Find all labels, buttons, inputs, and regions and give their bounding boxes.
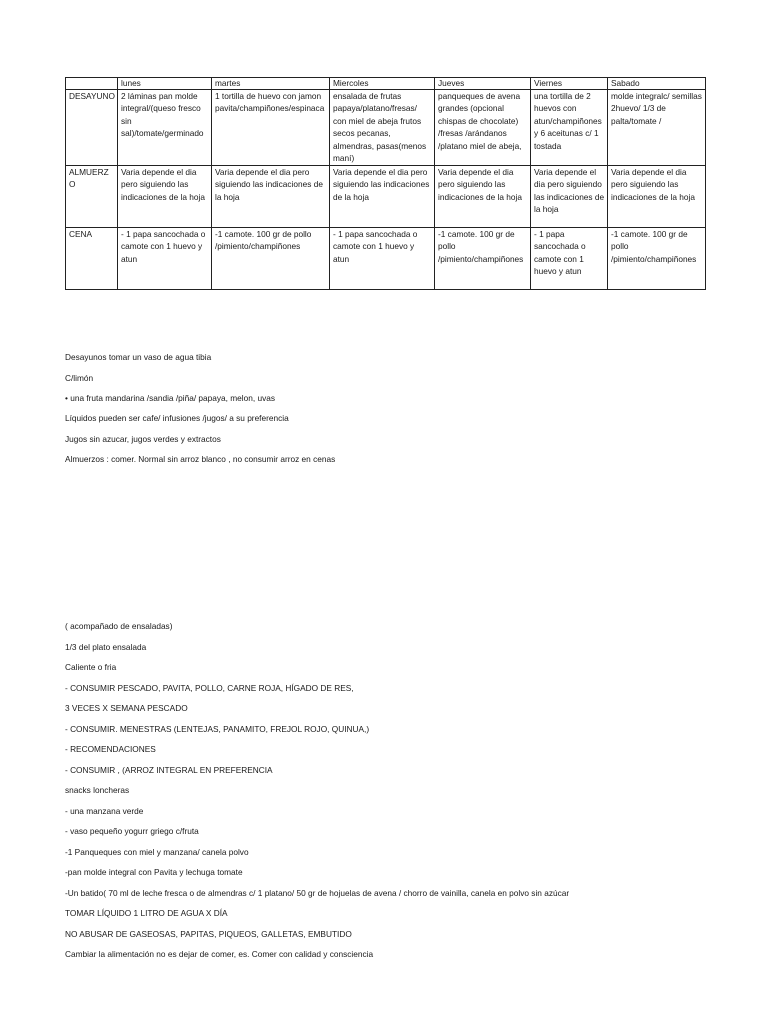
note-line: - vaso pequeño yogurr griego c/fruta (65, 826, 199, 836)
table-cell: una tortilla de 2 huevos con atun/champiñones y 6 aceitunas c/ 1 tostada (531, 90, 608, 166)
note-line: 1/3 del plato ensalada (65, 642, 147, 652)
table-header-row (66, 78, 706, 90)
table-cell: Varia depende el dia pero siguiendo las indicaciones de la hoja (531, 166, 608, 228)
header-cell-sabado: Sabado (608, 78, 706, 90)
table-cell: - 1 papa sancochada o camote con 1 huevo y atun (330, 228, 435, 290)
table-cell: - 1 papa sancochada o camote con 1 huevo y atun (118, 228, 212, 290)
row-label: CENA (66, 228, 118, 290)
header-cell (66, 78, 118, 90)
table-cell: -1 camote. 100 gr de pollo /pimiento/champiñones (435, 228, 531, 290)
note-line: C/limón (65, 373, 94, 383)
note-line: Líquidos pueden ser cafe/ infusiones /jugos/ a su preferencia (65, 413, 289, 423)
table-cell: Varia depende el dia pero siguiendo las indicaciones de la hoja (435, 166, 531, 228)
note-line: - CONSUMIR PESCADO, PAVITA, POLLO, CARNE ROJA, HÍGADO DE RES, (65, 683, 354, 693)
table-cell: Varia depende el dia pero siguiendo las indicaciones de la hoja (212, 166, 330, 228)
note-line: -Un batido( 70 ml de leche fresca o de almendras c/ 1 platano/ 50 gr de hojuelas de avena / chorro de vainilla, canela en polvo sin azúcar (65, 888, 570, 898)
table-cell: Varia depende el dia pero siguiendo las indicaciones de la hoja (608, 166, 706, 228)
note-line: - RECOMENDACIONES (65, 744, 156, 754)
header-cell-viernes: Viernes (531, 78, 608, 90)
note-line: Jugos sin azucar, jugos verdes y extractos (65, 434, 221, 444)
note-line: Desayunos tomar un vaso de agua tibia (65, 352, 212, 362)
note-line: - una manzana verde (65, 806, 144, 816)
note-line: 3 VECES X SEMANA PESCADO (65, 703, 188, 713)
note-line: - CONSUMIR , (ARROZ INTEGRAL EN PREFERENCIA (65, 765, 273, 775)
table-cell: 2 láminas pan molde integral/(queso fresco sin sal)/tomate/germinado (118, 90, 212, 166)
note-line: -pan molde integral con Pavita y lechuga tomate (65, 867, 243, 877)
table-cell: -1 camote. 100 gr de pollo /pimiento/champiñones (212, 228, 330, 290)
header-cell-miercoles: Miercoles (330, 78, 435, 90)
note-line: - CONSUMIR. MENESTRAS (LENTEJAS, PANAMITO, FREJOL ROJO, QUINUA,) (65, 724, 370, 734)
row-label: DESAYUNO (66, 90, 118, 166)
table-row-desayuno (66, 90, 706, 166)
header-cell-jueves: Jueves (435, 78, 531, 90)
note-line: • una fruta mandarina /sandia /piña/ papaya, melon, uvas (65, 393, 275, 403)
table-cell: ensalada de frutas papaya/platano/fresas/ con miel de abeja frutos secos pecanas, almendras, pasas(menos maní) (330, 90, 435, 166)
table-row-cena (66, 228, 706, 290)
header-cell-lunes: lunes (118, 78, 212, 90)
table-cell: Varia depende el dia pero siguiendo las indicaciones de la hoja (330, 166, 435, 228)
note-line: -1 Panqueques con miel y manzana/ canela polvo (65, 847, 249, 857)
note-line: Cambiar la alimentación no es dejar de comer, es. Comer con calidad y consciencia (65, 949, 374, 959)
table-row-almuerzo (66, 166, 706, 228)
table-cell: panqueques de avena grandes (opcional chispas de chocolate) /fresas /arándanos /platano miel de abeja, (435, 90, 531, 166)
note-line: Caliente o fria (65, 662, 117, 672)
row-label: ALMUERZO (66, 166, 118, 228)
table-cell: - 1 papa sancochada o camote con 1 huevo y atun (531, 228, 608, 290)
table-cell: Varia depende el dia pero siguiendo las indicaciones de la hoja (118, 166, 212, 228)
note-line: Almuerzos : comer. Normal sin arroz blanco , no consumir arroz en cenas (65, 454, 336, 464)
note-line: NO ABUSAR DE GASEOSAS, PAPITAS, PIQUEOS, GALLETAS, EMBUTIDO (65, 929, 352, 939)
table-cell: molde integralc/ semillas 2huevo/ 1/3 de palta/tomate / (608, 90, 706, 166)
table-cell: -1 camote. 100 gr de pollo /pimiento/champiñones (608, 228, 706, 290)
table-cell: 1 tortilla de huevo con jamon pavita/champiñones/espinaca (212, 90, 330, 166)
note-line: TOMAR LÍQUIDO 1 LITRO DE AGUA X DÍA (65, 908, 228, 918)
meal-plan-table (65, 77, 706, 290)
note-line: ( acompañado de ensaladas) (65, 621, 173, 631)
note-line: snacks loncheras (65, 785, 130, 795)
header-cell-martes: martes (212, 78, 330, 90)
